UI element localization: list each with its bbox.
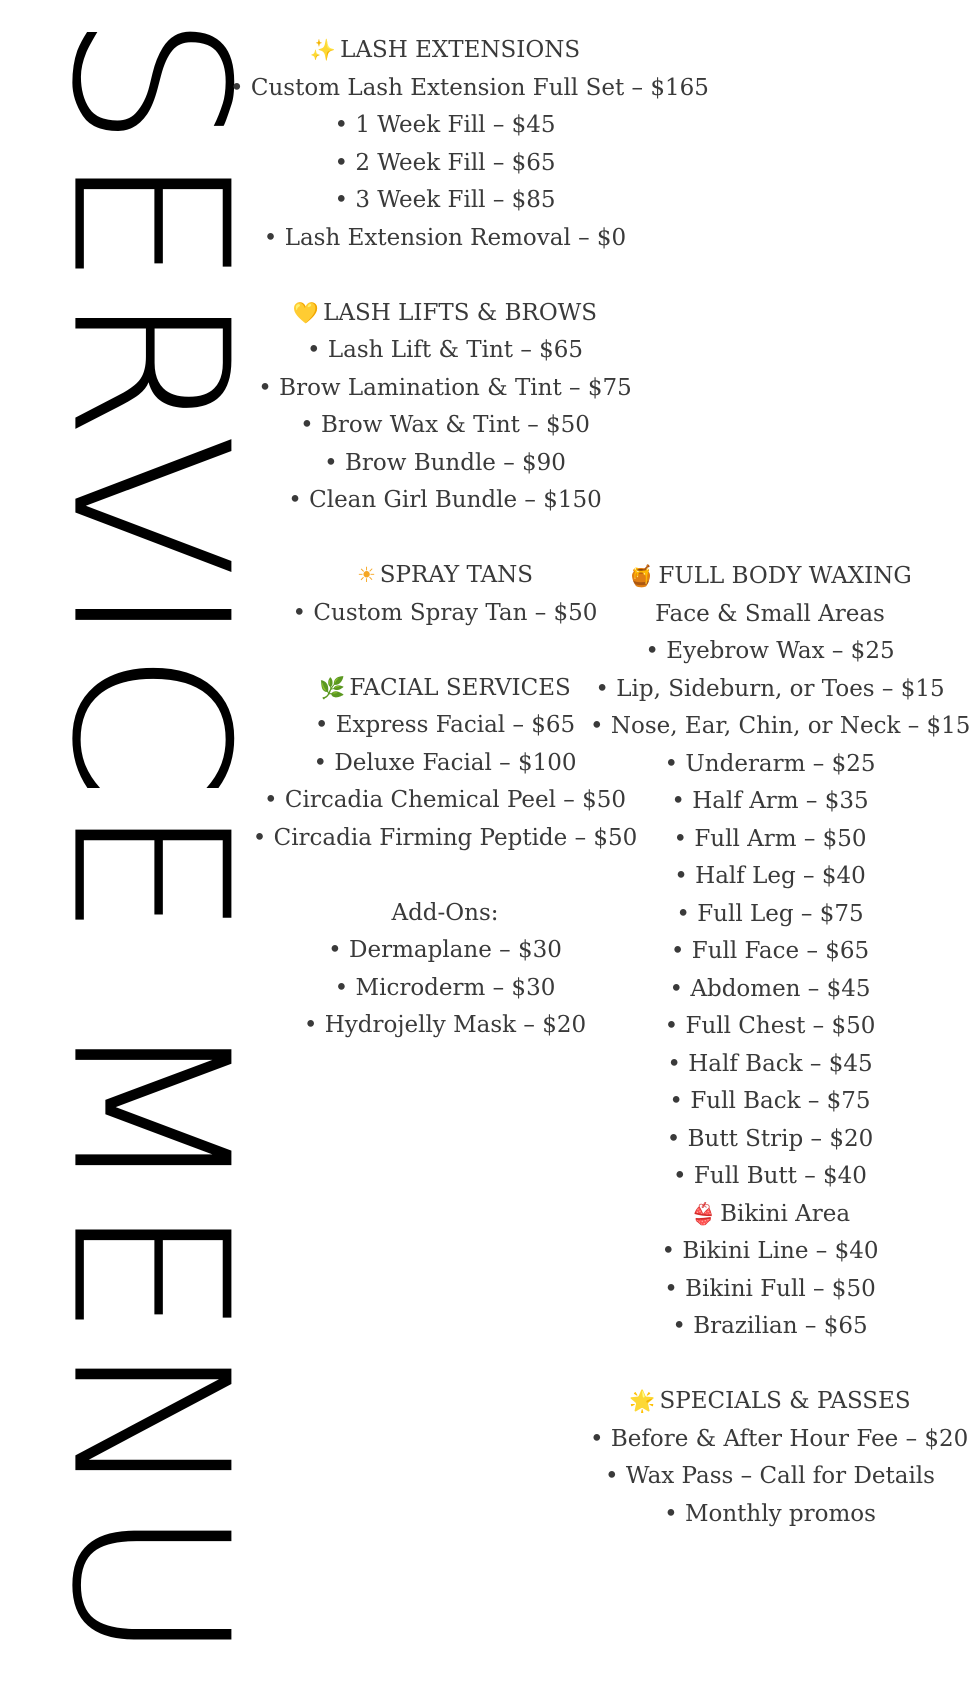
- honey-pot-icon: 🍯: [628, 564, 655, 588]
- list-item: • Underarm – $25: [590, 746, 950, 784]
- waxing-subheading: Face & Small Areas: [655, 600, 885, 627]
- list-item: • Abdomen – $45: [590, 971, 950, 1009]
- right-column: [590, 558, 970, 1533]
- glowing-star-icon: 🌟: [629, 1389, 656, 1413]
- list-item: • Full Butt – $40: [590, 1158, 950, 1196]
- spray-tans-heading: ☀ SPRAY TANS: [230, 557, 660, 595]
- list-item: • Hydrojelly Mask – $20: [230, 1007, 660, 1045]
- list-item: • Half Back – $45: [590, 1046, 950, 1084]
- lash-extensions-heading: ✨ LASH EXTENSIONS: [230, 32, 660, 70]
- sun-icon: ☀: [356, 563, 376, 587]
- sparkles-icon: ✨: [309, 38, 337, 62]
- waxing-heading: 🍯 FULL BODY WAXING: [590, 558, 950, 596]
- list-item: • Clean Girl Bundle – $150: [230, 482, 660, 520]
- list-item: • Wax Pass – Call for Details: [590, 1458, 950, 1496]
- list-item: • Express Facial – $65: [230, 707, 660, 745]
- bikini-heading: 👙 Bikini Area: [590, 1196, 950, 1234]
- list-item: • Nose, Ear, Chin, or Neck – $15: [590, 708, 950, 746]
- list-item: • 2 Week Fill – $65: [230, 145, 660, 183]
- list-item: • Microderm – $30: [230, 970, 660, 1008]
- list-item: • Full Back – $75: [590, 1083, 950, 1121]
- herb-icon: 🌿: [319, 675, 346, 700]
- list-item: • Bikini Line – $40: [590, 1233, 950, 1271]
- list-item: • Lip, Sideburn, or Toes – $15: [590, 671, 950, 709]
- list-item: • Half Leg – $40: [590, 858, 950, 896]
- specials-heading: 🌟 SPECIALS & PASSES: [590, 1383, 950, 1421]
- list-item: • Brow Lamination & Tint – $75: [230, 370, 660, 408]
- list-item: • 1 Week Fill – $45: [230, 107, 660, 145]
- list-item: • Brow Bundle – $90: [230, 445, 660, 483]
- list-item: • Brazilian – $65: [590, 1308, 950, 1346]
- yellow-heart-icon: 💛: [292, 300, 320, 325]
- service-menu-title: [24, 12, 273, 1668]
- list-item: • Custom Spray Tan – $50: [230, 595, 660, 633]
- list-item: • Before & After Hour Fee – $20: [590, 1421, 950, 1459]
- list-item: • Circadia Chemical Peel – $50: [230, 782, 660, 820]
- list-item: • Full Chest – $50: [590, 1008, 950, 1046]
- bikini-icon: 👙: [689, 1201, 717, 1226]
- list-item: • Bikini Full – $50: [590, 1271, 950, 1309]
- list-item: • Custom Lash Extension Full Set – $165: [230, 70, 660, 108]
- list-item: • Half Arm – $35: [590, 783, 950, 821]
- add-ons-heading: Add-Ons:: [391, 899, 499, 926]
- list-item: • Full Leg – $75: [590, 896, 950, 934]
- list-item: • Deluxe Facial – $100: [230, 745, 660, 783]
- lash-lifts-heading: 💛 LASH LIFTS & BROWS: [230, 295, 660, 333]
- list-item: • Lash Extension Removal – $0: [230, 220, 660, 258]
- list-item: • Dermaplane – $30: [230, 932, 660, 970]
- list-item: • Butt Strip – $20: [590, 1121, 950, 1159]
- list-item: • Full Arm – $50: [590, 821, 950, 859]
- list-item: • Eyebrow Wax – $25: [590, 633, 950, 671]
- list-item: • Monthly promos: [590, 1496, 950, 1534]
- facial-services-heading: 🌿 FACIAL SERVICES: [230, 670, 660, 708]
- list-item: • 3 Week Fill – $85: [230, 182, 660, 220]
- list-item: • Brow Wax & Tint – $50: [230, 407, 660, 445]
- list-item: • Full Face – $65: [590, 933, 950, 971]
- list-item: • Lash Lift & Tint – $65: [230, 332, 660, 370]
- list-item: • Circadia Firming Peptide – $50: [230, 820, 660, 858]
- title-text: SERVICE MENU: [24, 12, 273, 1668]
